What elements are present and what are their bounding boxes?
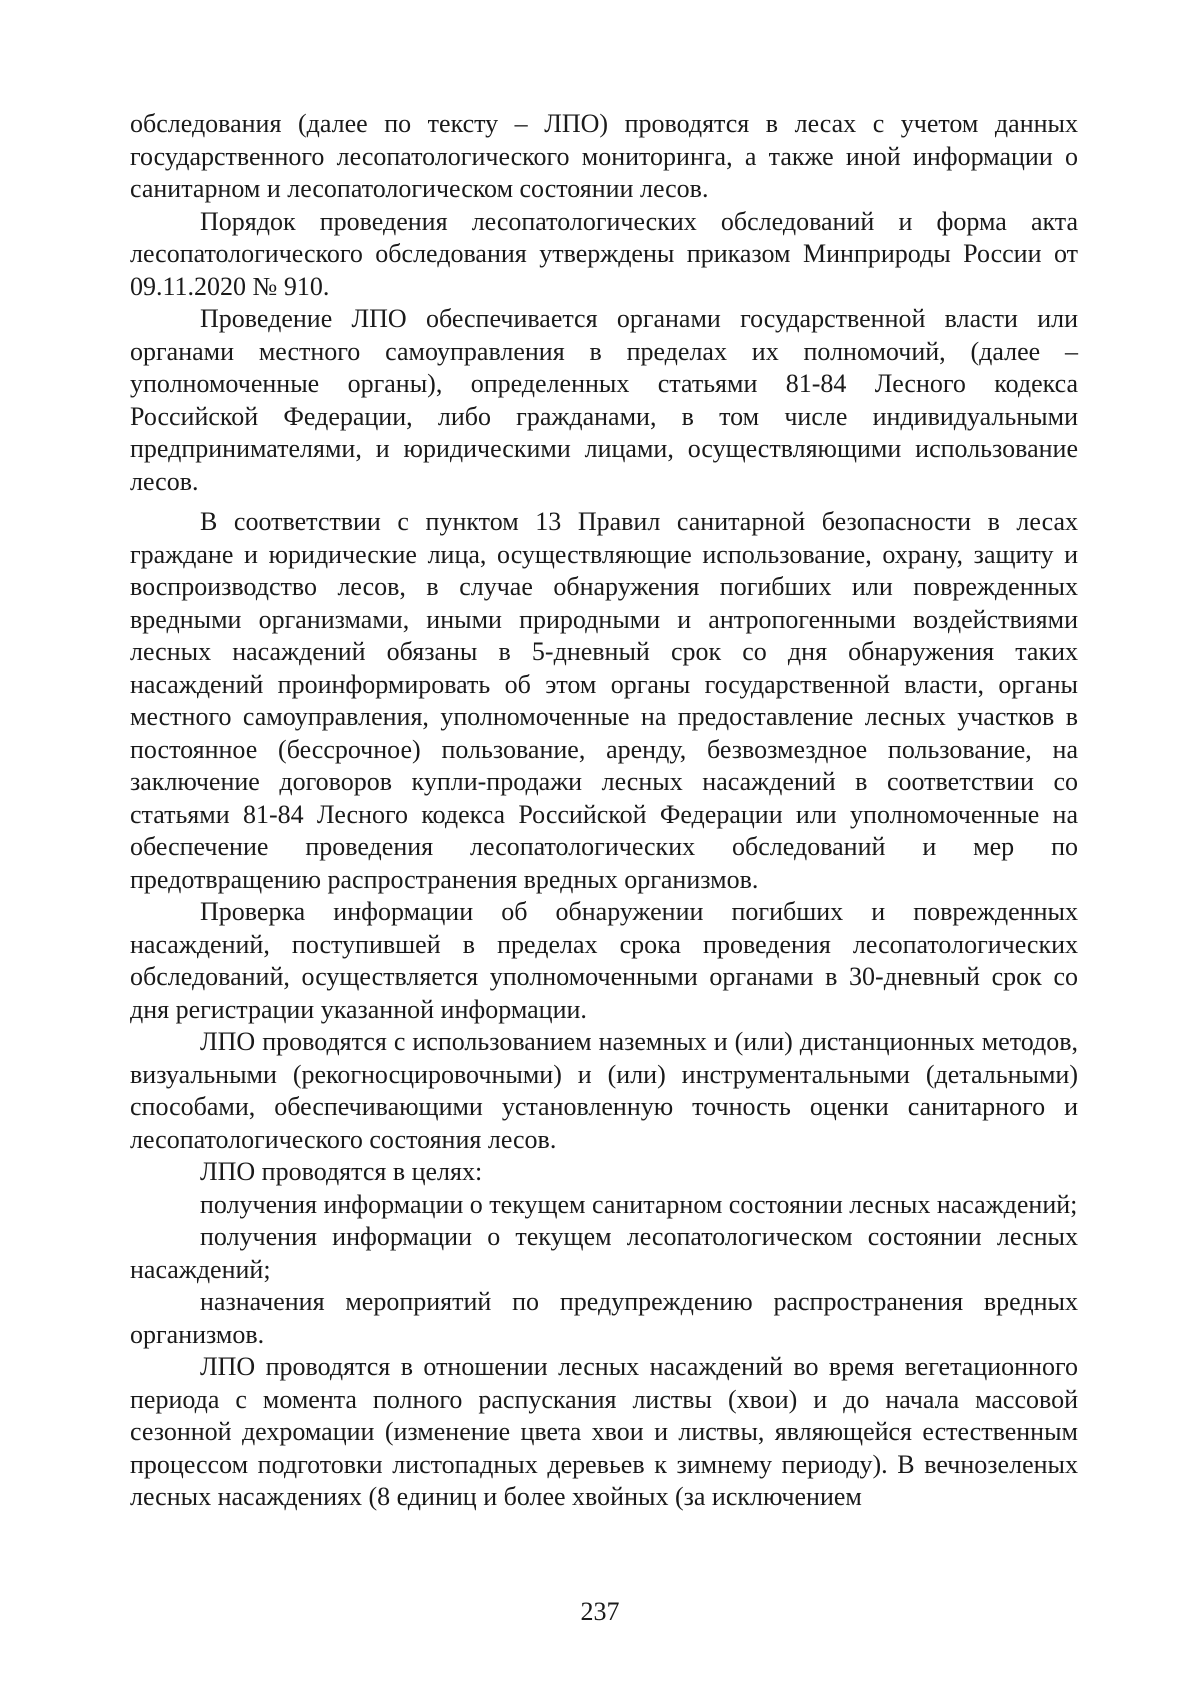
paragraph-lpo-goals-intro: ЛПО проводятся в целях: bbox=[200, 1157, 483, 1186]
paragraph-order-approval: Порядок проведения лесопатологических обследований и форма акта лесопатологического обследования утверждены приказом Минприроды России от 09.11.2020 № 910. bbox=[130, 206, 1078, 301]
paragraph-lpo-responsibility: Проведение ЛПО обеспечивается органами государственной власти или органами местного самоуправления в пределах их полномочий, (далее – уполномоченные органы), определенных статьями 81-84 Лесного кодекса Российской Федерации, либо гражданами, в том числе индивидуальными предпринимателями, и юридическими лицами, осуществляющими использование лесов. bbox=[130, 304, 1078, 496]
paragraph-information-check: Проверка информации об обнаружении погибших и поврежденных насаждений, поступившей в пределах срока проведения лесопатологических обследований, осуществляется уполномоченными органами в 30-дневный срок со дня регистрации указанной информации. bbox=[130, 897, 1078, 1024]
body-text bbox=[130, 108, 1078, 1514]
list-item-pathology-info: получения информации о текущем лесопатологическом состоянии лесных насаждений; bbox=[130, 1222, 1078, 1284]
paragraph-sanitary-rules: В соответствии с пунктом 13 Правил санитарной безопасности в лесах граждане и юридические лица, осуществляющие использование, охрану, защиту и воспроизводство лесов, в случае обнаружения погибших или поврежденных вредными организмами, иными природными и антропогенными воздействиями лесных насаждений обязаны в 5-дневный срок со дня обнаружения таких насаждений проинформировать об этом органы государственной власти, органы местного самоуправления, уполномоченные на предоставление лесных участков в постоянное (бессрочное) пользование, аренду, безвозмездное пользование, на заключение договоров купли-продажи лесных насаждений в соответствии со статьями 81-84 Лесного кодекса Российской Федерации или уполномоченные на обеспечение проведения лесопатологических обследований и мер по предотвращению распространения вредных организмов. bbox=[130, 507, 1078, 894]
paragraph-vegetation-period: ЛПО проводятся в отношении лесных насаждений во время вегетационного периода с момента полного распускания листвы (хвои) и до начала массовой сезонной дехромации (изменение цвета хвои и листвы, являющейся естественным процессом подготовки листопадных деревьев к зимнему периоду). В вечнозеленых лесных насаждениях (8 единиц и более хвойных (за исключением bbox=[130, 1352, 1078, 1511]
paragraph-lpo-methods: ЛПО проводятся с использованием наземных и (или) дистанционных методов, визуальными (рекогносцировочными) и (или) инструментальными (детальными) способами, обеспечивающими установленную точность оценки санитарного и лесопатологического состояния лесов. bbox=[130, 1027, 1078, 1154]
list-item-measures: назначения мероприятий по предупреждению распространения вредных организмов. bbox=[130, 1287, 1078, 1349]
page-number: 237 bbox=[580, 1597, 620, 1626]
paragraph-lpo-definition: обследования (далее по тексту – ЛПО) проводятся в лесах с учетом данных государственного лесопатологического мониторинга, а также иной информации о санитарном и лесопатологическом состоянии лесов. bbox=[130, 109, 1078, 203]
list-item-sanitary-info: получения информации о текущем санитарном состоянии лесных насаждений; bbox=[200, 1189, 1078, 1219]
